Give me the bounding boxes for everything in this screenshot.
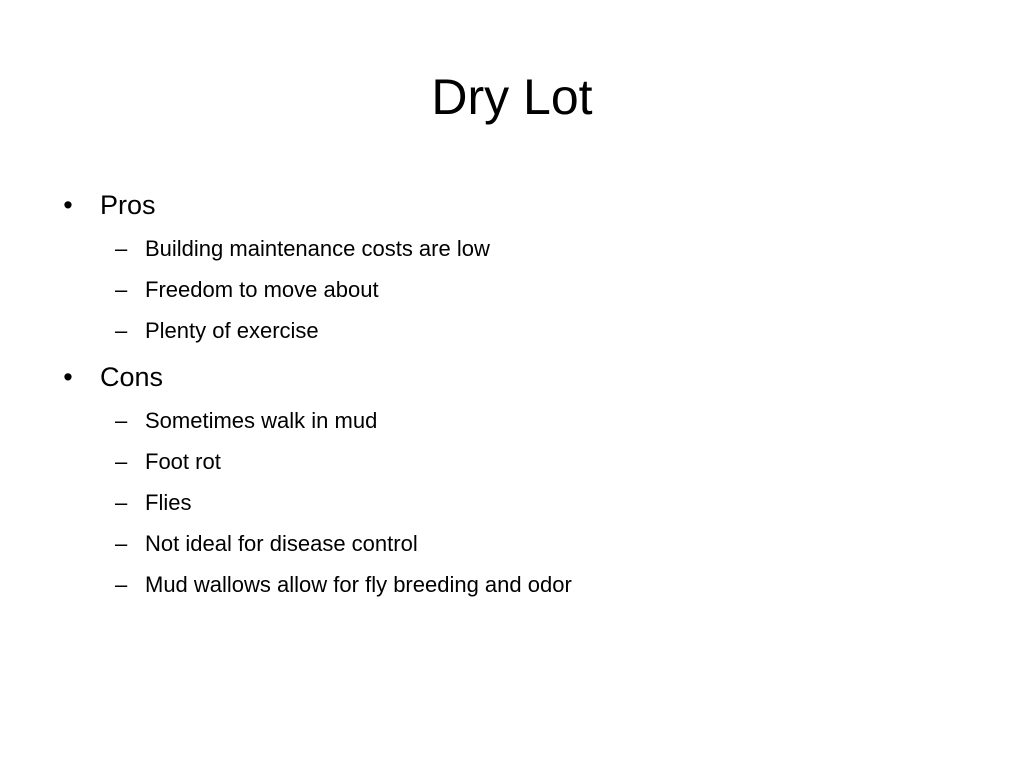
sub-bullet-text: Flies [145,490,192,515]
bullet-label: Pros [100,190,156,220]
bullet-item-cons [58,354,958,608]
sub-bullet-item [115,228,958,269]
bullet-icon: • [63,190,73,220]
sub-bullet-text: Freedom to move about [145,277,379,302]
bullet-label: Cons [100,362,164,392]
dash-icon: – [115,449,128,474]
sub-bullet-list [115,400,958,608]
sub-bullet-item [115,564,958,605]
sub-bullet-item [115,441,958,482]
sub-bullet-item [115,269,958,310]
slide-title: Dry Lot [431,69,593,125]
dash-icon: – [115,236,128,261]
sub-bullet-item [115,400,958,441]
sub-bullet-text: Building maintenance costs are low [145,236,490,261]
sub-bullet-text: Not ideal for disease control [145,531,418,556]
sub-bullet-text: Foot rot [145,449,221,474]
sub-bullet-list [115,228,958,354]
dash-icon: – [115,531,128,556]
sub-bullet-text: Sometimes walk in mud [145,408,378,433]
bullet-icon: • [63,362,73,392]
sub-bullet-item [115,482,958,523]
dash-icon: – [115,277,128,302]
sub-bullet-item [115,523,958,564]
dash-icon: – [115,490,128,515]
dash-icon: – [115,572,128,597]
bullet-item-pros [58,182,958,354]
sub-bullet-text: Plenty of exercise [145,318,319,343]
dash-icon: – [115,318,128,343]
bullet-list [58,182,958,608]
dash-icon: – [115,408,128,433]
sub-bullet-item [115,310,958,351]
sub-bullet-text: Mud wallows allow for fly breeding and odor [145,572,572,597]
